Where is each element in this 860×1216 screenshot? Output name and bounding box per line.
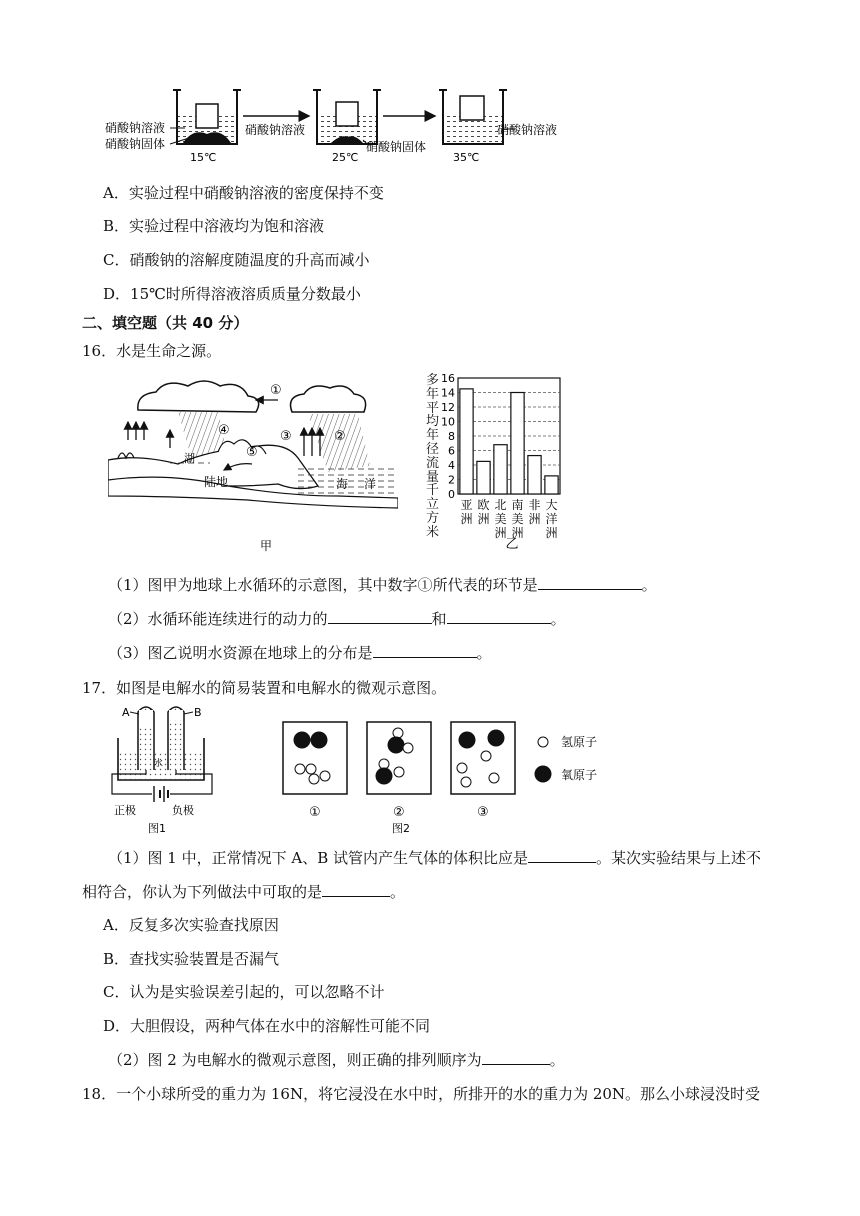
- water-cycle-figure: [108, 376, 398, 556]
- bar-3: [511, 393, 524, 495]
- answer-blank-17-1a[interactable]: [528, 848, 596, 863]
- label-solution-1: 硝酸钠溶液: [105, 121, 166, 135]
- positive-pole: 正极: [114, 804, 136, 817]
- section-title: 二、填空题（共 40 分）: [82, 314, 249, 332]
- answer-blank-16-1[interactable]: [538, 575, 642, 590]
- label-solid-1: 硝酸钠固体: [105, 137, 166, 151]
- label-1: ①: [270, 383, 282, 398]
- q16-sub2-text-a: （2）水循环能连续进行的动力的: [108, 610, 328, 628]
- electrolysis-apparatus: [108, 702, 220, 834]
- legend-oxygen: [535, 766, 598, 783]
- y-tick-label: 2: [448, 473, 455, 487]
- label-solid-2: 硝酸钠固体: [366, 140, 427, 154]
- x-category-label: 欧洲: [477, 498, 490, 526]
- answer-blank-16-2a[interactable]: [328, 609, 432, 624]
- box-2: [367, 722, 431, 794]
- answer-blank-16-2b[interactable]: [447, 609, 551, 624]
- label-2: ②: [334, 429, 346, 444]
- legend-hydrogen: [538, 735, 597, 749]
- tube-a-label: A: [122, 706, 130, 719]
- q16-sub1-num: ①: [417, 576, 433, 594]
- beaker-figure: [105, 84, 575, 166]
- q16-stem: 16．水是生命之源。: [82, 342, 222, 360]
- q15-option-b: B．实验过程中溶液均为饱和溶液: [103, 217, 325, 235]
- q17-sub1-end: 。: [390, 883, 406, 901]
- box-1-label: ①: [309, 805, 321, 820]
- q18-stem: 18．一个小球所受的重力为 16N，将它浸没在水中时，所排开的水的重力为 20N。那么小球浸没时受: [82, 1085, 761, 1103]
- q16-sub1: [108, 574, 657, 595]
- answer-blank-16-3[interactable]: [373, 643, 477, 658]
- y-tick-label: 6: [448, 444, 455, 458]
- answer-blank-17-1b[interactable]: [322, 882, 390, 897]
- runoff-bar-chart: [440, 372, 570, 552]
- water-label: 水: [154, 759, 164, 769]
- bar-1: [477, 461, 490, 494]
- q17-sub1-text-a: （1）图 1 中，正常情况下 A、B 试管内产生气体的体积比应是: [108, 849, 529, 867]
- bar-4: [528, 456, 541, 494]
- fig2-caption: 图2: [392, 822, 410, 835]
- bar-5: [545, 476, 558, 494]
- legend-hydrogen-label: 氢原子: [561, 735, 598, 749]
- q16-sub1-end: 。: [641, 576, 657, 594]
- q16-sub2-end: 。: [550, 610, 566, 628]
- q17-sub1-text-b: 。某次实验结果与上述不: [596, 849, 762, 867]
- box-3-label: ③: [477, 805, 489, 820]
- x-category-label: 北美洲: [494, 498, 507, 540]
- q17-option-c: C．认为是实验误差引起的，可以忽略不计: [103, 983, 385, 1001]
- q17-option-a: A．反复多次实验查找原因: [103, 916, 279, 934]
- y-tick-label: 14: [441, 386, 455, 400]
- q16-sub3-end: 。: [476, 644, 492, 662]
- label-sea: 海: [336, 477, 349, 491]
- temp-25: 25℃: [332, 151, 359, 164]
- beaker-25c: [313, 90, 381, 144]
- y-tick-label: 0: [448, 488, 455, 501]
- q16-sub1-text-b: 所代表的环节是: [432, 576, 538, 594]
- box-3: [451, 722, 515, 794]
- q16-sub1-text-a: （1）图甲为地球上水循环的示意图，其中数字: [108, 576, 418, 594]
- label-3: ③: [280, 429, 292, 444]
- q16-sub3: [108, 642, 492, 663]
- label-lake: 湖: [184, 452, 195, 465]
- label-solution-2: 硝酸钠溶液: [245, 123, 306, 137]
- bar-2: [494, 445, 507, 494]
- x-category-label: 亚洲: [460, 498, 473, 526]
- label-4: ④: [218, 423, 230, 438]
- label-ocean: 洋: [364, 477, 377, 491]
- y-tick-label: 16: [441, 372, 455, 385]
- negative-pole: 负极: [172, 804, 194, 817]
- q17-sub2-text: （2）图 2 为电解水的微观示意图，则正确的排列顺序为: [108, 1051, 482, 1069]
- q17-sub2-end: 。: [549, 1051, 565, 1069]
- x-category-label: 南美洲: [511, 498, 524, 540]
- q16-sub2: [108, 608, 566, 629]
- molecule-diagram: [280, 716, 610, 836]
- box-1: [283, 722, 347, 794]
- q15-option-d: D．15℃时所得溶液溶质质量分数最小: [103, 285, 361, 303]
- q17-stem: 17．如图是电解水的简易装置和电解水的微观示意图。: [82, 679, 447, 697]
- box-2-label: ②: [393, 805, 405, 820]
- q15-option-c: C．硝酸钠的溶解度随温度的升高而减小: [103, 251, 370, 269]
- chart-caption: 乙: [505, 537, 519, 552]
- q17-option-b: B．查找实验装置是否漏气: [103, 950, 280, 968]
- y-tick-label: 12: [441, 401, 455, 414]
- bar-0: [460, 389, 473, 494]
- fig1-caption: 图1: [148, 822, 166, 834]
- label-land: 陆地: [204, 475, 229, 489]
- label-5: ⑤: [246, 445, 258, 460]
- q15-option-a: A．实验过程中硝酸钠溶液的密度保持不变: [103, 184, 384, 202]
- q17-option-d: D．大胆假设，两种气体在水中的溶解性可能不同: [103, 1017, 431, 1035]
- tube-b-label: B: [194, 706, 202, 719]
- beaker-15c: [173, 90, 241, 144]
- q17-sub2: [108, 1049, 565, 1070]
- q17-sub1-line2: [82, 881, 405, 902]
- x-category-label: 大洋洲: [545, 498, 558, 540]
- temp-35: 35℃: [453, 151, 480, 164]
- q16-sub2-text-b: 和: [431, 610, 447, 628]
- q17-sub1-line1: [108, 847, 761, 868]
- q17-sub1-text-c: 相符合，你认为下列做法中可取的是: [82, 883, 323, 901]
- caption-jia: 甲: [260, 539, 273, 553]
- y-tick-label: 8: [448, 430, 455, 443]
- label-solution-3: 硝酸钠溶液: [497, 123, 558, 137]
- y-tick-label: 10: [441, 415, 455, 429]
- answer-blank-17-2[interactable]: [482, 1050, 550, 1065]
- q16-sub3-text: （3）图乙说明水资源在地球上的分布是: [108, 644, 373, 662]
- runoff-ylabel: 多年平均年径流量千立方米: [426, 373, 440, 540]
- temp-15: 15℃: [190, 151, 217, 164]
- legend-oxygen-label: 氧原子: [561, 768, 598, 782]
- y-tick-label: 4: [448, 459, 455, 472]
- x-category-label: 非洲: [528, 498, 541, 526]
